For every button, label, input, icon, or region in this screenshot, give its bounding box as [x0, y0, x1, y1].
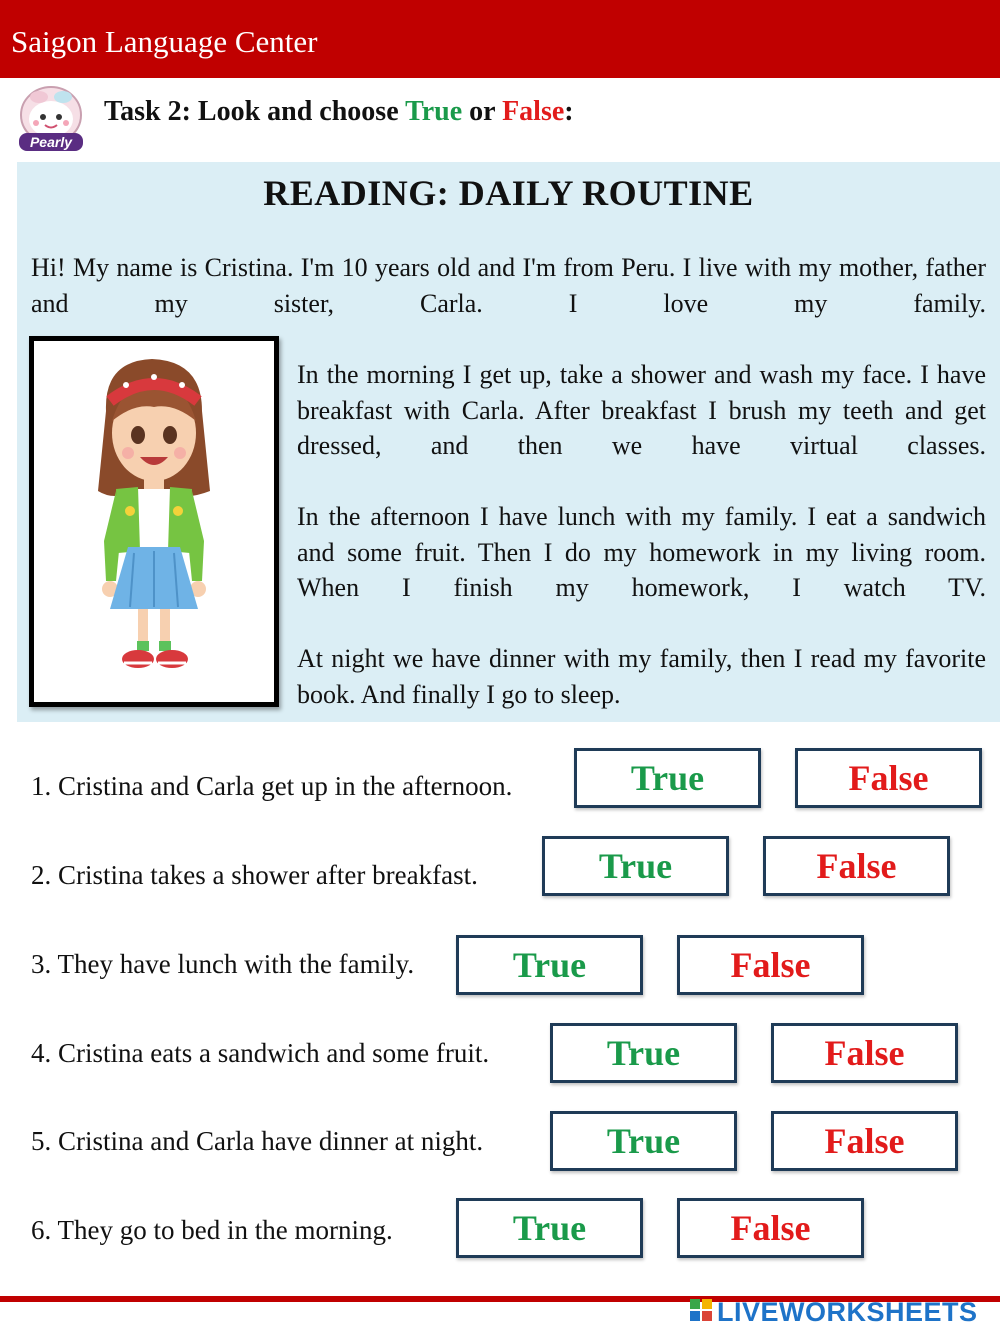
question-3-text: 3. They have lunch with the family. [31, 949, 415, 979]
girl-illustration-icon [29, 336, 279, 707]
reading-paragraph-intro: Hi! My name is Cristina. I'm 10 years old and I'm from Peru. I live with my mother, father and my sister, Carla. I love my family. [31, 253, 986, 318]
question-6-true-button[interactable]: True [456, 1198, 643, 1258]
task-instruction [104, 96, 574, 128]
question-1-true-button[interactable]: True [574, 748, 761, 808]
question-1-text: 1. Cristina and Carla get up in the afternoon. [31, 771, 513, 801]
task-suffix: : [564, 96, 574, 127]
question-5-true-button[interactable]: True [550, 1111, 737, 1171]
header-bar [0, 0, 1000, 78]
reading-paragraph-morning: In the morning I get up, take a shower and wash my face. I have breakfast with Carla. After breakfast I brush my teeth and get dressed, and then we have virtual classes. [297, 360, 986, 460]
logo-text: Pearly [29, 134, 73, 150]
reading-paragraph-night: At night we have dinner with my family, then I read my favorite book. And finally I go to sleep. [297, 644, 986, 709]
task-prefix: Task 2: Look and choose [104, 96, 406, 127]
question-5-text: 5. Cristina and Carla have dinner at night. [31, 1126, 484, 1156]
reading-title: READING: DAILY ROUTINE [263, 173, 754, 213]
question-2-true-button[interactable]: True [542, 836, 729, 896]
question-3-true-button[interactable]: True [456, 935, 643, 995]
task-true-word: True [405, 96, 463, 127]
question-6-false-button[interactable]: False [677, 1198, 864, 1258]
pearly-mascot-icon [13, 83, 89, 155]
question-3-false-button[interactable]: False [677, 935, 864, 995]
question-5-false-button[interactable]: False [771, 1111, 958, 1171]
reading-paragraph-afternoon: In the afternoon I have lunch with my family. I eat a sandwich and some fruit. Then I do my homework in my living room. When I finish my homework, I watch TV. [297, 502, 986, 602]
question-4-text: 4. Cristina eats a sandwich and some fruit. [31, 1038, 490, 1068]
question-4-true-button[interactable]: True [550, 1023, 737, 1083]
liveworksheets-brand[interactable] [690, 1294, 1000, 1330]
task-middle: or [462, 96, 503, 127]
question-6-text: 6. They go to bed in the morning. [31, 1215, 393, 1245]
question-4-false-button[interactable]: False [771, 1023, 958, 1083]
task-false-word: False [502, 96, 565, 127]
question-2-false-button[interactable]: False [763, 836, 950, 896]
question-1-false-button[interactable]: False [795, 748, 982, 808]
header-title: Saigon Language Center [11, 24, 318, 59]
question-2-text: 2. Cristina takes a shower after breakfast. [31, 860, 478, 890]
liveworksheets-logo-icon [690, 1297, 714, 1328]
liveworksheets-text: LIVEWORKSHEETS [717, 1296, 978, 1327]
